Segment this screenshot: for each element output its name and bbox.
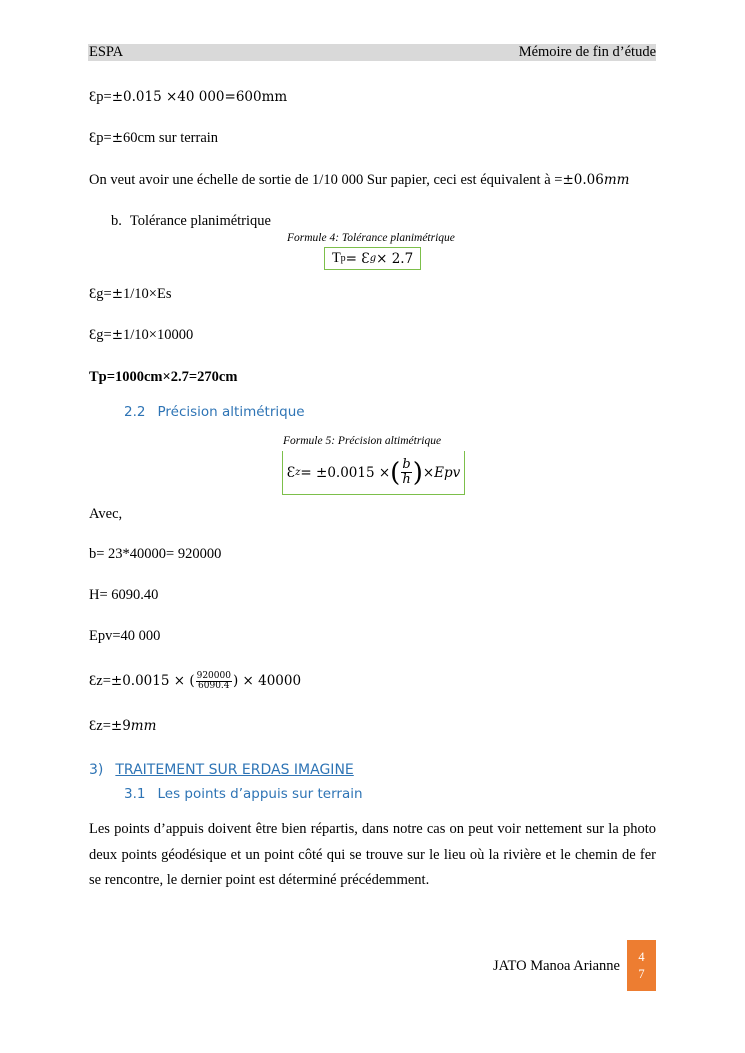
body-paragraph: Les points d’appuis doivent être bien répartis, dans notre cas on peut voir nettement sur la photo deux points géodésique et un point côté qui se trouve sur le lieu où la rivière et le chemin de fer se rencontre, le dernier point est déterminé précédemment. bbox=[89, 821, 656, 888]
footer-author: JATO Manoa Arianne bbox=[493, 958, 620, 974]
list-item-b: b. Tolérance planimétrique bbox=[111, 213, 271, 229]
formula-4-caption: Formule 4: Tolérance planimétrique bbox=[287, 232, 455, 244]
epv-value: Epv=40 000 bbox=[89, 628, 161, 644]
eg-line-2: Ɛg=±1/10×10000 bbox=[89, 327, 194, 343]
formula-5-box: Ɛ z = ±0.0015 × ( $\frac{b}{h}$ ) × Epv bbox=[282, 451, 465, 495]
ez-formula-line: Ɛz=±0.0015 × ( $\frac{920000}{6090.4}$ ) × 40000 bbox=[89, 670, 302, 692]
section-3-1-heading: 3.1 Les points d’appuis sur terrain bbox=[124, 786, 363, 802]
section-2-2-heading: 2.2 Précision altimétrique bbox=[124, 404, 305, 420]
header-left: ESPA bbox=[89, 44, 124, 60]
eg-line-1: Ɛg=±1/10×Es bbox=[89, 286, 172, 302]
h-value: H= 6090.40 bbox=[89, 587, 159, 603]
header-right: Mémoire de fin d’étude bbox=[518, 44, 656, 60]
section-3-heading: 3) TRAITEMENT SUR ERDAS IMAGINE bbox=[89, 762, 354, 778]
formula-4-box: T p = Ɛ g × 2.7 bbox=[324, 247, 421, 270]
b-value: b= 23*40000= 920000 bbox=[89, 546, 222, 562]
scale-line: On veut avoir une échelle de sortie de 1/10 000 Sur papier, ceci est équivalent à =±0.06mm bbox=[89, 172, 630, 188]
page-number-badge bbox=[627, 940, 656, 991]
ez-result: Ɛz=±9mm bbox=[89, 718, 157, 734]
formula-5-caption: Formule 5: Précision altimétrique bbox=[283, 435, 442, 447]
ep-line-2: Ɛp=±60cm sur terrain bbox=[89, 130, 219, 146]
avec-label: Avec, bbox=[89, 506, 123, 522]
tp-result: Tp=1000cm×2.7=270cm bbox=[89, 369, 238, 385]
page-number-digit-2: 7 bbox=[638, 966, 645, 981]
ep-line-1: Ɛp=±0.015 ×40 000=600mm bbox=[89, 89, 288, 105]
page-number-digit-1: 4 bbox=[638, 949, 645, 964]
